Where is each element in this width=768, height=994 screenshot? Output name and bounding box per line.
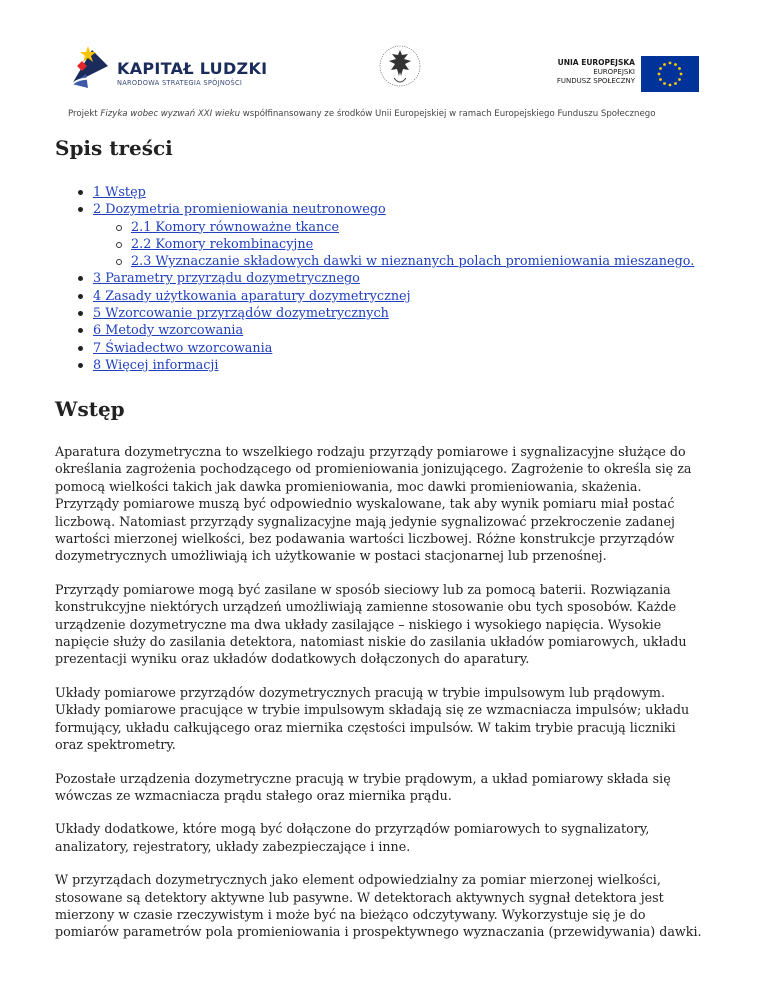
toc-link-2-3[interactable]: 2.3 Wyznaczanie składowych dawki w nieznanych polach promieniowania mieszanego. bbox=[131, 254, 695, 270]
university-emblem-icon bbox=[378, 42, 422, 94]
paragraph-line: Układy dodatkowe, które mogą być dołączone do przyrządów pomiarowych to sygnalizatory, bbox=[55, 821, 650, 837]
paragraph-line: oraz spektrometry. bbox=[55, 737, 176, 753]
kapital-ludzki-wordmark bbox=[117, 60, 267, 88]
kapital-ludzki-subtitle: NARODOWA STRATEGIA SPÓJNOŚCI bbox=[117, 79, 243, 87]
paragraph-line: wartości mierzonej wielkości, bez podawania wartości liczbowej. Różne konstrukcje przyrządów bbox=[55, 531, 675, 547]
paragraph-line: Przyrządy pomiarowe muszą być odpowiednio wyskalowane, tak aby wynik pomiaru miał postać bbox=[55, 496, 675, 512]
eu-title: UNIA EUROPEJSKA bbox=[557, 58, 635, 67]
toc-item bbox=[55, 322, 694, 339]
paragraph-line: pomocą wielkości takich jak dawka promieniowania, moc dawki promieniowania, skażenia. bbox=[55, 478, 642, 494]
toc-item bbox=[55, 201, 694, 218]
paragraph-line: analizatory, rejestratory, układy zabezpieczające i inne. bbox=[55, 838, 411, 854]
section-content bbox=[55, 443, 715, 957]
paragraph-3 bbox=[55, 684, 715, 754]
paragraph-line: Pozostałe urządzenia dozymetryczne pracują w trybie prądowym, a układ pomiarowy składa się bbox=[55, 770, 671, 786]
paragraph-2 bbox=[55, 581, 715, 668]
paragraph-line: pomiarów parametrów pola promieniowania i prospektywnego wyznaczania (przewidywania) dawki. bbox=[55, 924, 702, 940]
paragraph-line: W przyrządach dozymetrycznych jako element odpowiedzialny za pomiar mierzonej wielkości, bbox=[55, 872, 661, 888]
toc-link-2-2[interactable]: 2.2 Komory rekombinacyjne bbox=[131, 236, 314, 252]
toc-item bbox=[55, 288, 694, 305]
paragraph-line: napięcie służy do zasilania detektora, natomiast niskie do zasilania układów pomiarowych, układu bbox=[55, 634, 687, 650]
header-banner bbox=[0, 0, 768, 119]
toc-item bbox=[55, 270, 694, 287]
kapital-ludzki-logo-icon bbox=[68, 44, 112, 88]
table-of-contents bbox=[55, 184, 694, 374]
toc-link-5[interactable]: 5 Wzorcowanie przyrządów dozymetrycznych bbox=[93, 306, 389, 322]
project-title: Fizyka wobec wyzwań XXI wieku bbox=[100, 109, 241, 119]
paragraph-5 bbox=[55, 820, 715, 855]
toc-item bbox=[55, 357, 694, 374]
section-heading-wstep: Wstęp bbox=[55, 397, 125, 421]
paragraph-6 bbox=[55, 871, 715, 941]
toc-link-2[interactable]: 2 Dozymetria promieniowania neutronowego bbox=[93, 202, 386, 218]
toc-heading: Spis treści bbox=[55, 136, 173, 160]
paragraph-line: dozymetrycznych umożliwiają ich użytkowanie w postaci stacjonarnej lub przenośnej. bbox=[55, 548, 607, 564]
paragraph-line: Układy pomiarowe pracujące w trybie impulsowym składają się ze wzmacniacza impulsów; układu bbox=[55, 702, 690, 718]
project-prefix: Projekt bbox=[68, 109, 101, 119]
toc-link-2-1[interactable]: 2.1 Komory równoważne tkance bbox=[131, 219, 340, 235]
paragraph-line: liczbową. Natomiast przyrządy sygnalizacyjne mają jedynie sygnalizować przekroczenie zadanej bbox=[55, 513, 675, 529]
toc-subitem bbox=[55, 253, 694, 270]
paragraph-line: prezentacji wyniku oraz układów dodatkowych dołączonych do aparatury. bbox=[55, 651, 530, 667]
toc-link-1[interactable]: 1 Wstęp bbox=[93, 185, 146, 200]
project-funding-line bbox=[68, 109, 708, 119]
paragraph-1 bbox=[55, 443, 715, 565]
toc-item bbox=[55, 340, 694, 357]
paragraph-line: konstrukcyjne niektórych urządzeń umożliwiają zamienne stosowanie obu tych sposobów. Każde bbox=[55, 599, 677, 615]
toc-subitem bbox=[55, 236, 694, 253]
paragraph-line: Układy pomiarowe przyrządów dozymetrycznych pracują w trybie impulsowym lub prądowym. bbox=[55, 684, 665, 700]
paragraph-line: stosowane są detektory aktywne lub pasywne. W detektorach aktywnych sygnał detektora jest bbox=[55, 889, 664, 905]
toc-item bbox=[55, 184, 694, 201]
project-suffix: współfinansowany ze środków Unii Europejskiej w ramach Europejskiego Funduszu Społecznego bbox=[240, 109, 656, 119]
paragraph-line: urządzenie dozymetryczne ma dwa układy zasilające – niskiego i wysokiego napięcia. Wysokie bbox=[55, 616, 662, 632]
kapital-ludzki-title: KAPITAŁ LUDZKI bbox=[117, 59, 268, 78]
toc-link-8[interactable]: 8 Więcej informacji bbox=[93, 357, 219, 373]
toc-subitem bbox=[55, 219, 694, 236]
toc-link-6[interactable]: 6 Metody wzorcowania bbox=[93, 323, 244, 339]
paragraph-line: określania zagrożenia pochodzącego od promieniowania jonizującego. Zagrożenie to określa się za bbox=[55, 461, 692, 477]
eu-subtitle-1: EUROPEJSKI bbox=[593, 68, 635, 76]
eu-subtitle-2: FUNDUSZ SPOŁECZNY bbox=[556, 77, 635, 85]
paragraph-line: wówczas ze wzmacniacza prądu stałego oraz miernika prądu. bbox=[55, 787, 452, 803]
eu-text-block bbox=[551, 57, 635, 86]
toc-item bbox=[55, 305, 694, 322]
paragraph-4 bbox=[55, 770, 715, 805]
paragraph-line: formujący, układu całkującego oraz miernika częstości impulsów. W takim trybie pracują liczniki bbox=[55, 719, 676, 735]
toc-link-7[interactable]: 7 Świadectwo wzorcowania bbox=[93, 340, 273, 356]
paragraph-line: Aparatura dozymetryczna to wszelkiego rodzaju przyrządy pomiarowe i sygnalizacyjne służące do bbox=[55, 444, 686, 459]
paragraph-line: Przyrządy pomiarowe mogą być zasilane w sposób sieciowy lub za pomocą baterii. Rozwiązania bbox=[55, 581, 671, 597]
toc-link-3[interactable]: 3 Parametry przyrządu dozymetrycznego bbox=[93, 271, 360, 287]
eu-flag-icon bbox=[641, 56, 699, 92]
toc-link-4[interactable]: 4 Zasady użytkowania aparatury dozymetrycznej bbox=[93, 288, 411, 304]
paragraph-line: mierzony w czasie rzeczywistym i może być na bieżąco odczytywany. Wykorzystuje się je do bbox=[55, 906, 646, 922]
